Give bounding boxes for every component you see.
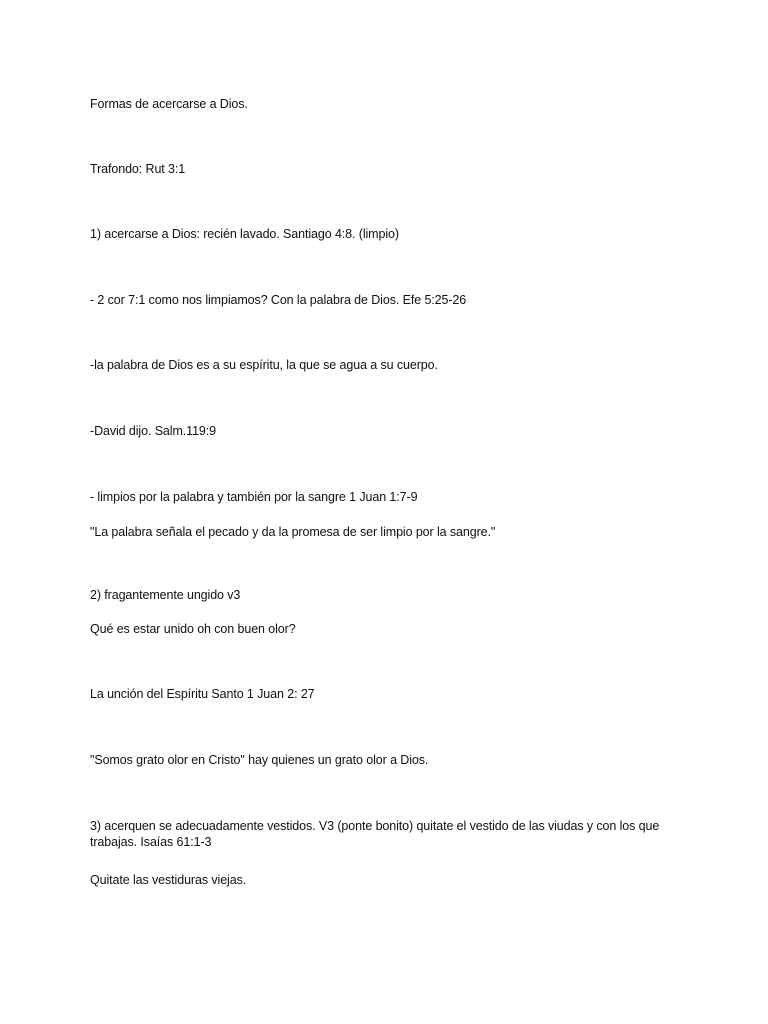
document-line: - 2 cor 7:1 como nos limpiamos? Con la palabra de Dios. Efe 5:25-26 <box>90 293 467 307</box>
document-line: Trafondo: Rut 3:1 <box>90 162 186 176</box>
document-line: Qué es estar unido oh con buen olor? <box>90 622 296 636</box>
document-line: "Somos grato olor en Cristo" hay quienes un grato olor a Dios. <box>90 753 429 767</box>
document-line: Quitate las vestiduras viejas. <box>90 873 247 887</box>
document-line: La unción del Espíritu Santo 1 Juan 2: 27 <box>90 687 315 701</box>
document-line: - limpios por la palabra y también por la sangre 1 Juan 1:7-9 <box>90 490 418 504</box>
document-title: Formas de acercarse a Dios. <box>90 97 248 111</box>
document-line: -David dijo. Salm.119:9 <box>90 424 217 438</box>
document-line: -la palabra de Dios es a su espíritu, la que se agua a su cuerpo. <box>90 358 438 372</box>
document-line: 1) acercarse a Dios: recién lavado. Santiago 4:8. (limpio) <box>90 227 399 241</box>
document-line: "La palabra señala el pecado y da la promesa de ser limpio por la sangre." <box>90 525 496 539</box>
document-line: 3) acerquen se adecuadamente vestidos. V3 (ponte bonito) quitate el vestido de las viudas y con los que trabajas. Isaías 61:1-3 <box>90 819 660 849</box>
document-line: 2) fragantemente ungido v3 <box>90 588 241 602</box>
